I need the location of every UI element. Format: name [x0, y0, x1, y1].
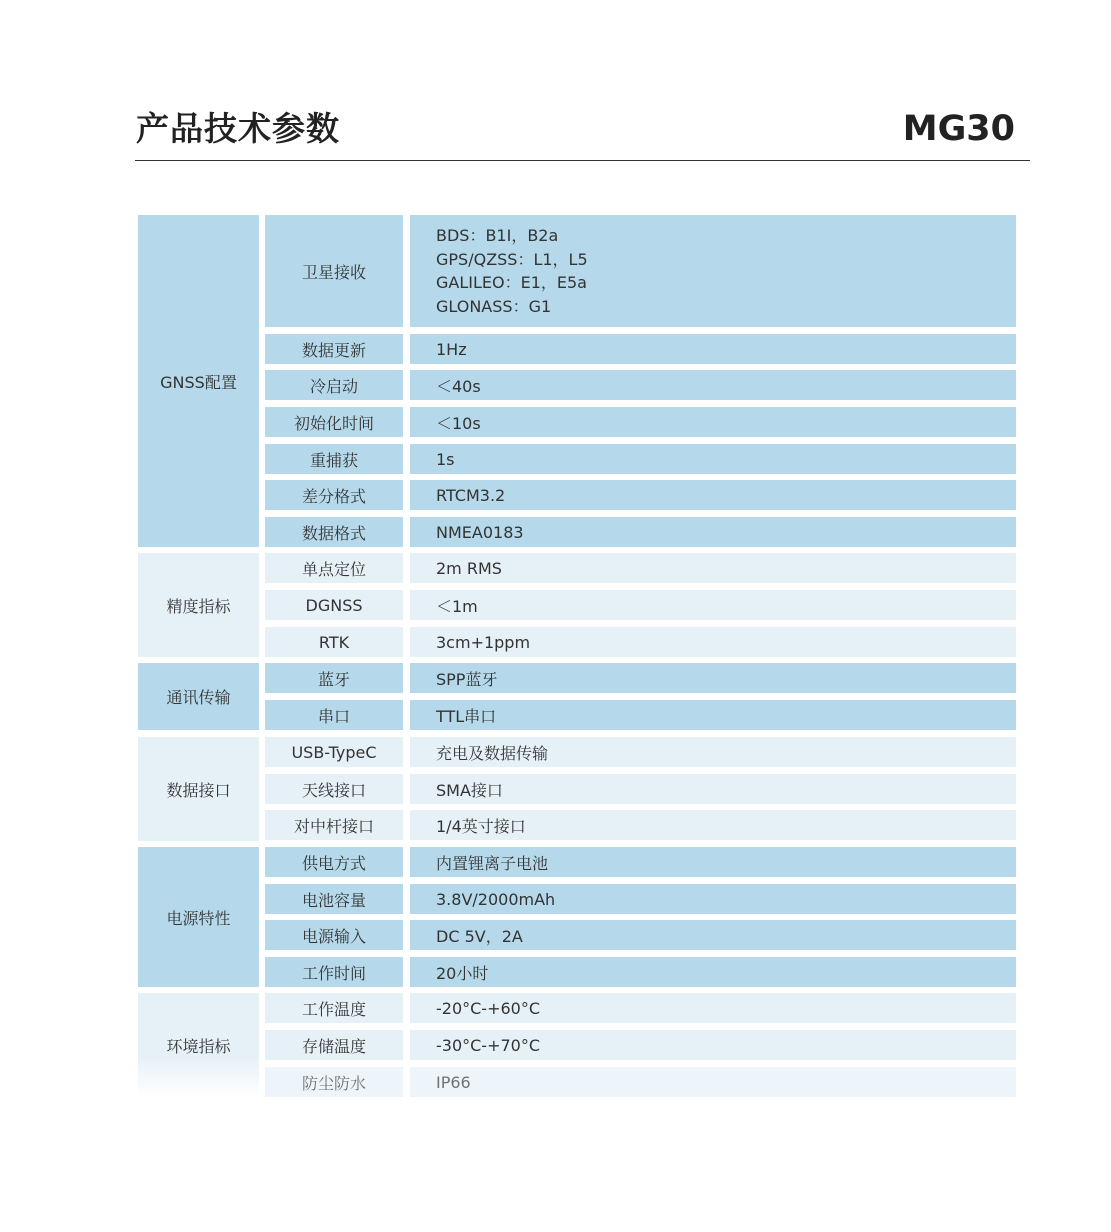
row-value: ＜1m — [410, 590, 1016, 620]
category-environment: 环境指标 — [138, 993, 259, 1097]
row-label: 差分格式 — [265, 480, 403, 510]
value-line: GALILEO：E1，E5a — [436, 273, 587, 292]
row-label: USB-TypeC — [265, 737, 403, 767]
row-value: 2m RMS — [410, 553, 1016, 583]
row-label: RTK — [265, 627, 403, 657]
row-value: ＜40s — [410, 370, 1016, 400]
table-row — [265, 1067, 1016, 1097]
row-value: DC 5V，2A — [410, 920, 1016, 950]
table-row — [265, 810, 1016, 840]
table-row — [265, 334, 1016, 364]
category-gnss: GNSS配置 — [138, 215, 259, 547]
category-power: 电源特性 — [138, 847, 259, 987]
row-label: 重捕获 — [265, 444, 403, 474]
table-row — [265, 370, 1016, 400]
row-label: 冷启动 — [265, 370, 403, 400]
row-label: 数据更新 — [265, 334, 403, 364]
category-data-interface: 数据接口 — [138, 737, 259, 841]
row-value: 内置锂离子电池 — [410, 847, 1016, 877]
row-label: 数据格式 — [265, 517, 403, 547]
row-label: DGNSS — [265, 590, 403, 620]
row-label: 蓝牙 — [265, 663, 403, 693]
row-value: 3cm+1ppm — [410, 627, 1016, 657]
row-value-multiline — [410, 215, 1016, 327]
row-value: -30°C-+70°C — [410, 1030, 1016, 1060]
value-line: GLONASS：G1 — [436, 296, 552, 316]
row-label: 单点定位 — [265, 553, 403, 583]
row-label: 电源输入 — [265, 920, 403, 950]
row-label: 初始化时间 — [265, 407, 403, 437]
table-row — [265, 884, 1016, 914]
model-name: MG30 — [902, 109, 1015, 149]
row-value: 3.8V/2000mAh — [410, 884, 1016, 914]
value-line: GPS/QZSS：L1，L5 — [436, 249, 588, 269]
row-value: 1/4英寸接口 — [410, 810, 1016, 840]
table-row — [265, 590, 1016, 620]
title-divider — [135, 160, 1030, 161]
table-row — [265, 700, 1016, 730]
value-line: BDS：B1I，B2a — [436, 226, 559, 245]
row-label: 供电方式 — [265, 847, 403, 877]
category-communication: 通讯传输 — [138, 663, 259, 730]
row-label: 工作温度 — [265, 993, 403, 1023]
page-title: 产品技术参数 — [136, 109, 340, 148]
table-row — [265, 627, 1016, 657]
row-label: 串口 — [265, 700, 403, 730]
table-row — [265, 1030, 1016, 1060]
row-label: 天线接口 — [265, 774, 403, 804]
row-label: 防尘防水 — [265, 1067, 403, 1097]
table-row — [265, 957, 1016, 987]
table-row — [265, 480, 1016, 510]
row-value: -20°C-+60°C — [410, 993, 1016, 1023]
row-value: NMEA0183 — [410, 517, 1016, 547]
table-row — [265, 517, 1016, 547]
row-value: 充电及数据传输 — [410, 737, 1016, 767]
row-value: SPP蓝牙 — [410, 663, 1016, 693]
row-label: 电池容量 — [265, 884, 403, 914]
table-row — [265, 663, 1016, 693]
table-row — [265, 774, 1016, 804]
row-value: TTL串口 — [410, 700, 1016, 730]
row-value: IP66 — [410, 1067, 1016, 1097]
table-row — [265, 215, 1016, 327]
row-label: 对中杆接口 — [265, 810, 403, 840]
table-row — [265, 553, 1016, 583]
row-label: 存储温度 — [265, 1030, 403, 1060]
row-value: 1Hz — [410, 334, 1016, 364]
row-value: 1s — [410, 444, 1016, 474]
row-label: 卫星接收 — [265, 215, 403, 327]
row-label: 工作时间 — [265, 957, 403, 987]
row-value: 20小时 — [410, 957, 1016, 987]
table-row — [265, 444, 1016, 474]
row-value: RTCM3.2 — [410, 480, 1016, 510]
table-row — [265, 920, 1016, 950]
table-row — [265, 847, 1016, 877]
bottom-fade-overlay — [40, 1120, 1070, 1230]
category-accuracy: 精度指标 — [138, 553, 259, 657]
table-row — [265, 737, 1016, 767]
row-value: SMA接口 — [410, 774, 1016, 804]
table-row — [265, 407, 1016, 437]
row-value: ＜10s — [410, 407, 1016, 437]
table-row — [265, 993, 1016, 1023]
